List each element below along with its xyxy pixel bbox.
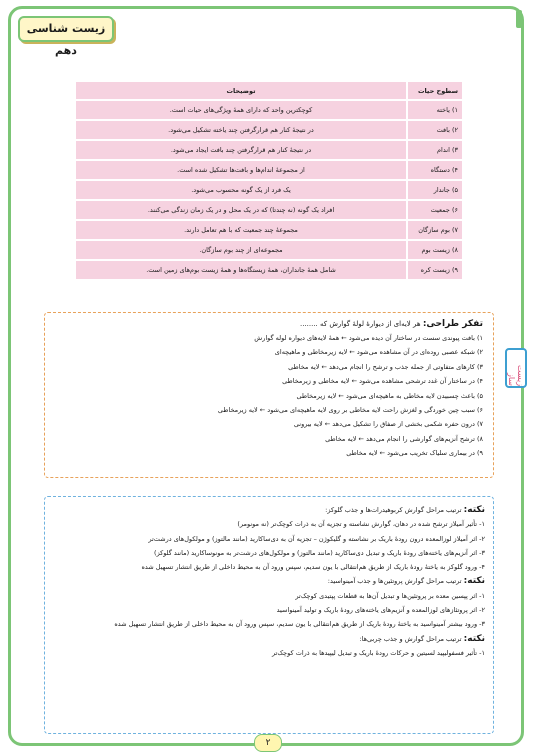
list-item: ۱- تأثیر فسفولیپید لسیتین و حرکات رودهٔ باریک و تبدیل لیپیدها به ذرات کوچک‌تر <box>271 648 485 657</box>
table-header-row <box>76 82 462 99</box>
level-name-cell: ۴) دستگاه <box>408 161 462 179</box>
level-description-cell: شامل همهٔ جانداران، همهٔ زیستگاه‌ها و همهٔ زیست بوم‌های زمین است. <box>76 261 406 279</box>
table-row <box>76 221 462 239</box>
list-item: ۶) سبب چین خوردگی و لغزش راحت لایه مخاطی بر روی لایه ماهیچه‌ای می‌شود ← لایه زیرمخاطی <box>217 405 483 414</box>
level-description-cell: کوچکترین واحد که دارای همهٔ ویژگی‌های حیات است. <box>76 101 406 119</box>
list-item: ۲- اثر آمیلاز لوزالمعده درون رودهٔ باریک بر نشاسته و گلیکوژن – تجزیه آن به دی‌ساکارید (مانند مالتوز) و مولکول‌های درشت‌تر <box>148 534 485 543</box>
notes-box <box>44 496 494 734</box>
list-item: ۸) ترشح آنزیم‌های گوارشی را انجام می‌دهد ← لایه مخاطی <box>325 434 483 443</box>
table-row <box>76 241 462 259</box>
table-row <box>76 141 462 159</box>
list-item: ۴) در ساختار آن غدد ترشحی مشاهده می‌شود ← لایه مخاطی و زیرمخاطی <box>282 377 483 386</box>
level-description-cell: افراد یک گونه (نه چندتا) که در یک محل و در یک زمان زندگی می‌کنند. <box>76 201 406 219</box>
level-name-cell: ۳) اندام <box>408 141 462 159</box>
side-tab: زیست ساز <box>505 348 527 388</box>
list-item: ۷) درون حفره شکمی بخشی از صفاق را تشکیل می‌دهد ← لایه بیرونی <box>293 420 483 429</box>
column-header: سطوح حیات <box>408 82 462 99</box>
list-item: ۵) باعث چسبیدن لایه مخاطی به ماهیچه‌ای می‌شود ← لایه زیرمخاطی <box>296 391 483 400</box>
note-title: ترتیب مراحل گوارش پروتئین‌ها و جذب آمینواسید: <box>327 577 462 586</box>
corner-ornament <box>516 10 522 28</box>
table-row <box>76 161 462 179</box>
level-name-cell: ۹) زیست کره <box>408 261 462 279</box>
level-description-cell: در نتیجهٔ کنار هم قرارگرفتن چند بافت ایجاد می‌شود. <box>76 141 406 159</box>
note-title: ترتیب مراحل گوارش و جذب چربی‌ها: <box>359 634 462 643</box>
level-name-cell: ۶) جمعیت <box>408 201 462 219</box>
level-name-cell: ۵) جاندار <box>408 181 462 199</box>
list-item: ۲- اثر پروتئازهای لوزالمعده و آنزیم‌های یاخته‌های رودهٔ باریک و تولید آمینواسید <box>276 606 485 615</box>
level-description-cell: یک فرد از یک گونه محسوب می‌شود. <box>76 181 406 199</box>
list-item: ۳) کارهای متفاوتی از جمله جذب و ترشح را انجام می‌دهد ← لایه مخاطی <box>288 362 483 371</box>
note-heading <box>53 632 485 646</box>
column-header: توضیحات <box>76 82 406 99</box>
list-item: ۱) بافت پیوندی سست در ساختار آن دیده می‌شود ← همهٔ لایه‌های دیواره لوله گوارش <box>254 334 483 342</box>
note-title: ترتیب مراحل گوارش کربوهیدرات‌ها و جذب گلوکز: <box>325 506 462 514</box>
note-heading <box>53 503 485 517</box>
note-keyword: نکته: <box>463 633 485 644</box>
level-description-cell: در نتیجهٔ کنار هم قرارگرفتن چند یاخته تشکیل می‌شود. <box>76 121 406 139</box>
table-row <box>76 261 462 279</box>
box-heading <box>55 319 483 329</box>
list-item: ۲) شبکه عصبی روده‌ای در آن مشاهده می‌شود ← لایه زیرمخاطی و ماهیچه‌ای <box>274 348 483 357</box>
box-keyword: تفکر طراحی: <box>422 319 483 329</box>
list-item: ۹) در بیماری سلیاک تخریب می‌شود ← لایه مخاطی <box>346 449 483 458</box>
levels-table <box>74 80 464 281</box>
note-keyword: نکته: <box>463 576 485 587</box>
level-name-cell: ۱) یاخته <box>408 101 462 119</box>
level-description-cell: مجموعهٔ چند جمعیت که با هم تعامل دارند. <box>76 221 406 239</box>
note-heading <box>53 574 485 588</box>
level-name-cell: ۲) بافت <box>408 121 462 139</box>
list-item: ۱- تأثیر آمیلاز ترشح شده در دهان، گوارش نشاسته و تجزیه آن به ذرات کوچک‌تر (نه مونومر) <box>237 520 485 529</box>
level-description-cell: مجموعه‌ای از چند بوم سازگان. <box>76 241 406 259</box>
box-intro: هر لایه‌ای از دیوارهٔ لولهٔ گوارش که ........ <box>299 320 421 328</box>
list-item: ۱- اثر پپسین معده بر پروتئین‌ها و تبدیل آن‌ها به قطعات پپتیدی کوچک‌تر <box>295 591 485 600</box>
level-description-cell: از مجموعهٔ اندام‌ها و بافت‌ها تشکیل شده است. <box>76 161 406 179</box>
table-row <box>76 101 462 119</box>
table-row <box>76 181 462 199</box>
level-name-cell: ۷) بوم سازگان <box>408 221 462 239</box>
list-item: ۴- ورود گلوکز به یاختهٔ رودهٔ باریک از طریق هم‌انتقالی با یون سدیم، سپس ورود آن به محیط داخلی از طریق انتشار تسهیل شده <box>141 563 485 572</box>
page-number: ۲ <box>254 734 282 752</box>
list-item: ۳- اثر آنزیم‌های یاخته‌های رودهٔ باریک و تبدیل دی‌ساکارید (مانند مالتوز) و مولکول‌های درشت‌تر به مونوساکارید (مانند گلوکز) <box>154 548 485 557</box>
table-row <box>76 121 462 139</box>
list-item: ۳- ورود بیشتر آمینواسید به یاختهٔ رودهٔ باریک از طریق هم‌انتقالی با یون سدیم، سپس ورود آن به محیط داخلی از طریق انتشار تسهیل شده <box>114 620 485 629</box>
note-keyword: نکته: <box>463 505 485 515</box>
table-row <box>76 201 462 219</box>
page-title: زیست شناسی دهم <box>18 16 114 42</box>
level-name-cell: ۸) زیست بوم <box>408 241 462 259</box>
design-thinking-box <box>44 312 494 478</box>
